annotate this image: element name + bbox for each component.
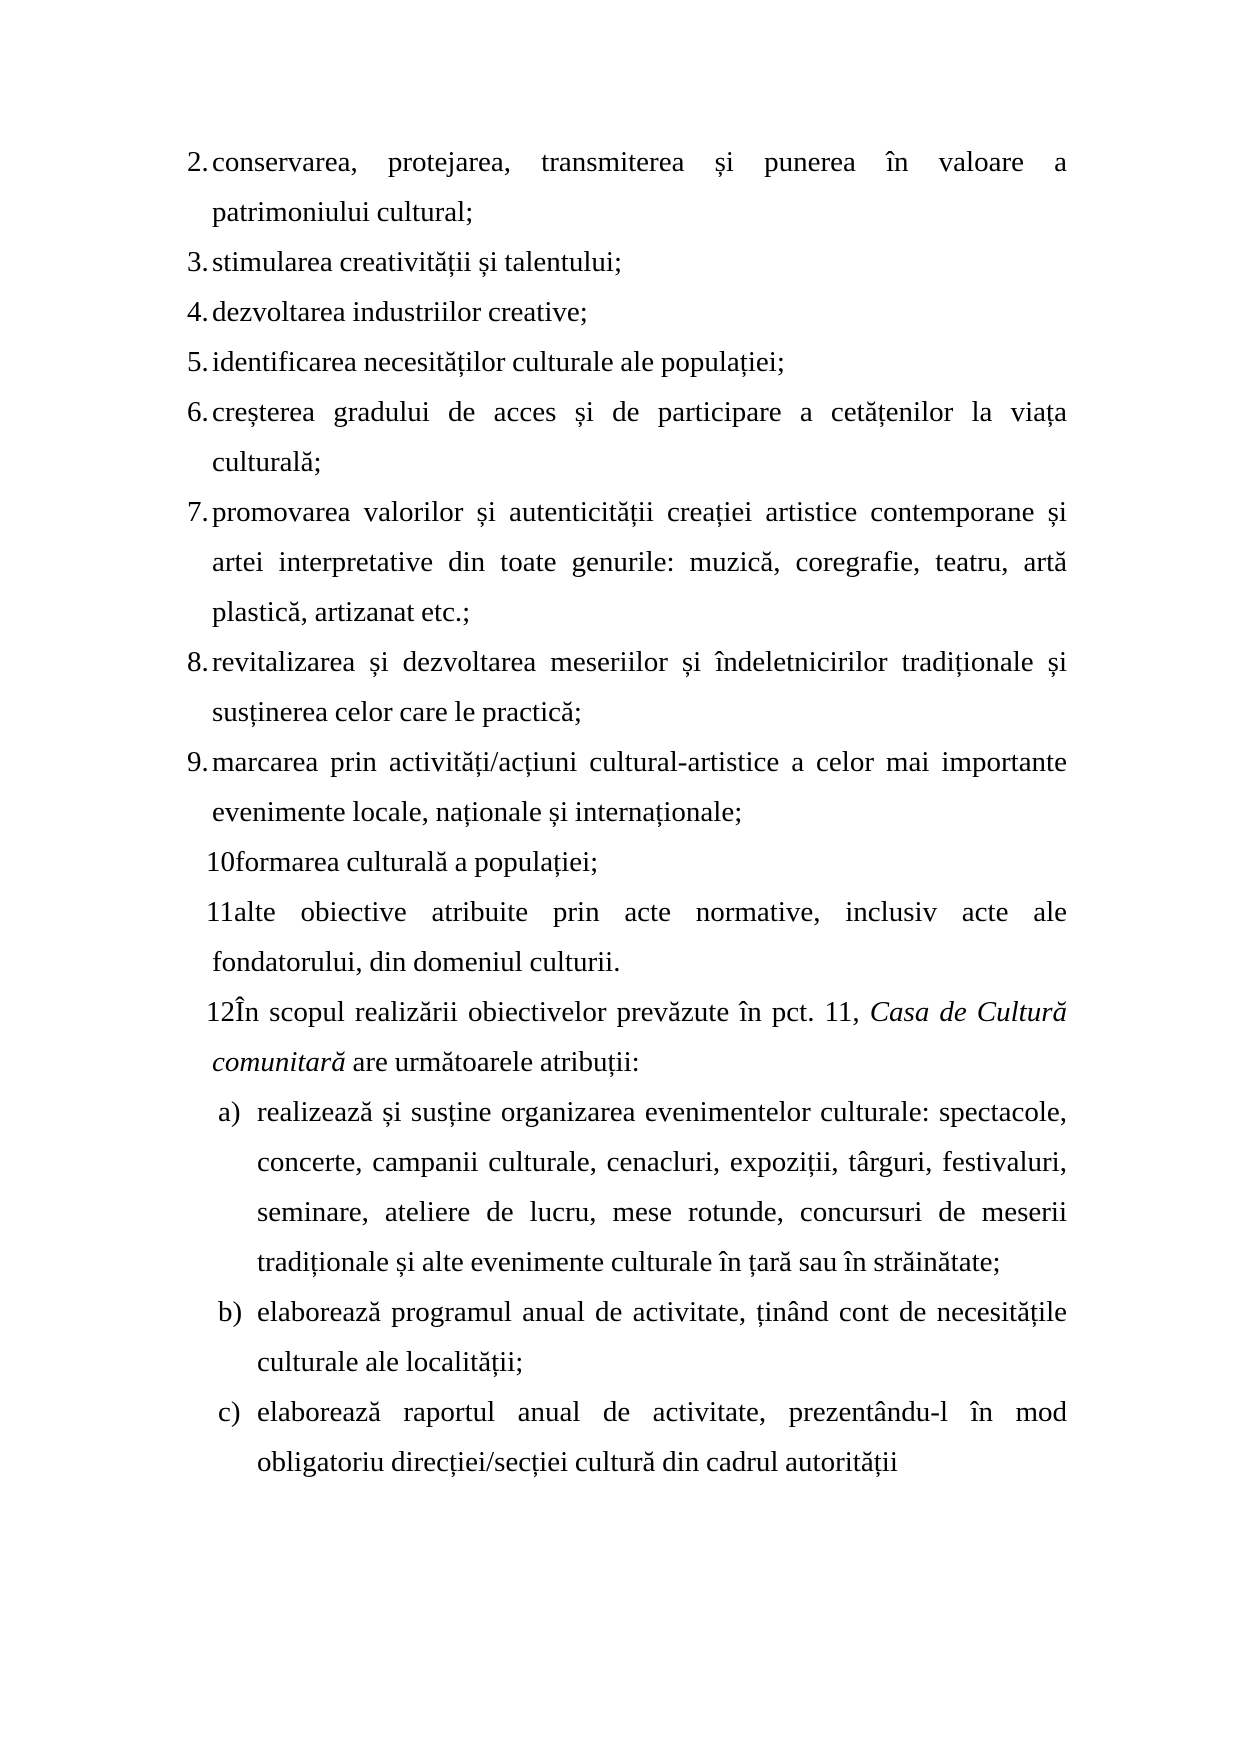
list-item-text: conservarea, protejarea, transmiterea și punerea în valoare a patrimoniului cultural; — [212, 146, 1067, 228]
list-marker: 9. — [187, 746, 209, 778]
list-marker: 6. — [187, 396, 209, 428]
list-item-text: stimularea creativității și talentului; — [212, 246, 623, 278]
list-item-text: formarea culturală a populației; — [235, 846, 599, 878]
text-run: are următoarele atribuții: — [345, 1046, 640, 1078]
list-marker: 4. — [187, 296, 209, 328]
list-marker: 7. — [187, 496, 209, 528]
numbered-list — [187, 137, 1067, 1087]
list-marker: b) — [218, 1296, 243, 1328]
list-item — [187, 337, 1067, 387]
list-item — [187, 487, 1067, 637]
lettered-list — [187, 1087, 1067, 1487]
list-marker: 5. — [187, 346, 209, 378]
list-item — [187, 987, 1067, 1087]
list-item — [187, 237, 1067, 287]
list-marker: 12 — [206, 996, 235, 1028]
list-item-text: promovarea valorilor și autenticității creației artistice contemporane și artei interpretative din toate genurile: muzică, coregrafie, teatru, artă plastică, artizanat etc.; — [212, 496, 1067, 628]
document-content — [187, 137, 1067, 1487]
list-item-text: elaborează programul anual de activitate, ținând cont de necesitățile culturale ale localității; — [257, 1296, 1067, 1378]
list-item-text: creșterea gradului de acces și de participare a cetățenilor la viața culturală; — [212, 396, 1067, 478]
italic-text-run: Casa de Cultură comunitară — [212, 996, 1067, 1078]
list-item — [187, 887, 1067, 987]
list-marker: c) — [218, 1396, 241, 1428]
list-item — [187, 737, 1067, 837]
list-item-text: realizează și susține organizarea evenimentelor culturale: spectacole, concerte, campanii culturale, cenacluri, expoziții, târguri, festivaluri, seminare, ateliere de lucru, mese rotunde, concursuri de meserii tradiționale și alte evenimente culturale în țară sau în străinătate; — [257, 1096, 1067, 1278]
list-item-text: alte obiective atribuite prin acte normative, inclusiv acte ale fondatorului, din domeniul culturii. — [212, 896, 1067, 978]
list-item-text: revitalizarea și dezvoltarea meseriilor și îndeletnicirilor tradiționale și susținerea celor care le practică; — [212, 646, 1067, 728]
list-item — [187, 287, 1067, 337]
list-marker: 3. — [187, 246, 209, 278]
list-marker: 11 — [206, 896, 234, 928]
list-marker: 10 — [206, 846, 235, 878]
list-item — [187, 637, 1067, 737]
list-item-text — [212, 996, 1067, 1078]
list-marker: 8. — [187, 646, 209, 678]
list-marker: 2. — [187, 146, 209, 178]
list-item — [187, 837, 1067, 887]
list-item — [187, 137, 1067, 237]
list-item-text: identificarea necesităților culturale ale populației; — [212, 346, 785, 378]
list-item — [187, 1387, 1067, 1487]
list-marker: a) — [218, 1096, 241, 1128]
list-item-text: dezvoltarea industriilor creative; — [212, 296, 588, 328]
list-item-text: elaborează raportul anual de activitate, prezentându-l în mod obligatoriu direcției/secției cultură din cadrul autorității — [257, 1396, 1067, 1478]
list-item-text: marcarea prin activități/acțiuni cultural-artistice a celor mai importante evenimente locale, naționale și internaționale; — [212, 746, 1067, 828]
list-item — [187, 387, 1067, 487]
text-run: În scopul realizării obiectivelor prevăzute în pct. 11, — [235, 996, 870, 1028]
list-item — [187, 1287, 1067, 1387]
list-item — [187, 1087, 1067, 1287]
